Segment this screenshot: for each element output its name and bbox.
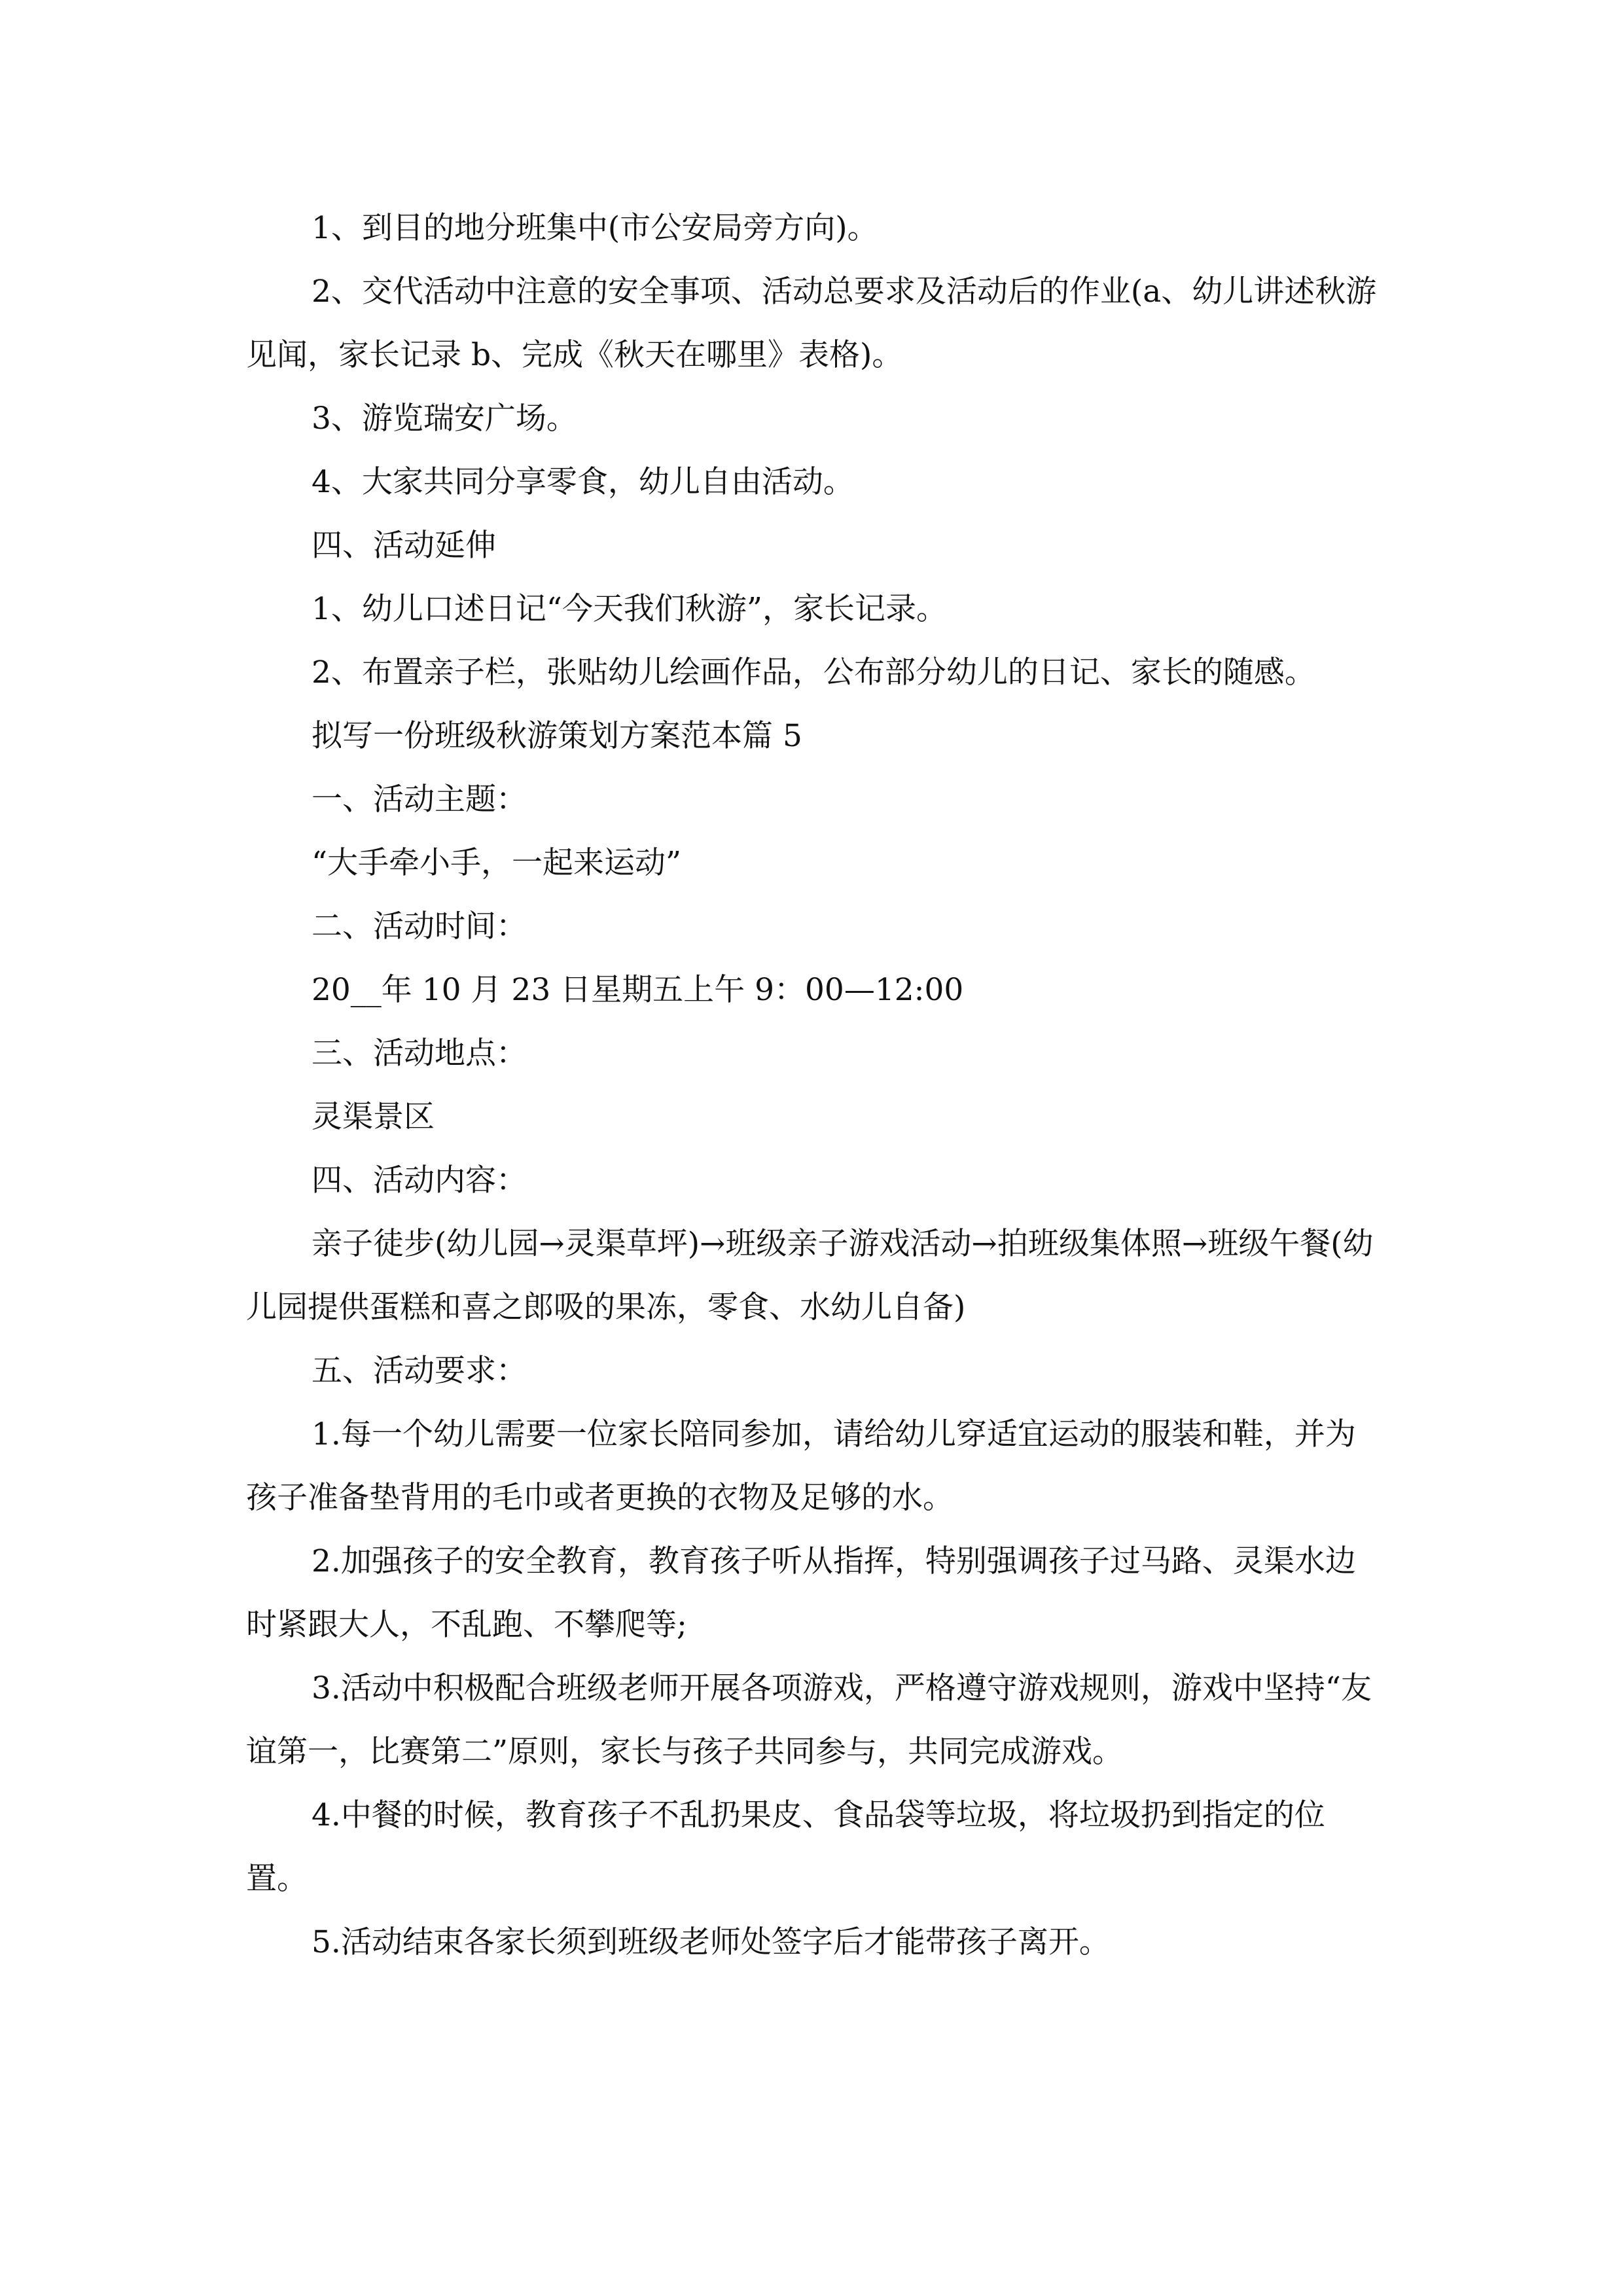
section-heading: 二、活动时间： [312,908,527,944]
paragraph: 1.每一个幼儿需要一位家长陪同参加，请给幼儿穿适宜运动的服装和鞋，并为孩子准备垫背用的毛巾或者更换的衣物及足够的水。 [246,1416,1356,1516]
paragraph: 1、到目的地分班集中(市公安局旁方向)。 [312,210,878,246]
section-heading: 五、活动要求： [312,1353,527,1389]
article-title: 拟写一份班级秋游策划方案范本篇 5 [312,718,802,754]
section-heading: 三、活动地点： [312,1035,527,1071]
paragraph: 2.加强孩子的安全教育，教育孩子听从指挥，特别强调孩子过马路、灵渠水边时紧跟大人，不乱跑、不攀爬等; [246,1543,1356,1643]
paragraph: 2、布置亲子栏，张贴幼儿绘画作品，公布部分幼儿的日记、家长的随感。 [312,655,1315,691]
paragraph: 亲子徒步(幼儿园→灵渠草坪)→班级亲子游戏活动→拍班级集体照→班级午餐(幼儿园提供蛋糕和喜之郎吸的果冻，零食、水幼儿自备) [246,1226,1374,1325]
paragraph: 1、幼儿口述日记“今天我们秋游”，家长记录。 [312,591,947,627]
document-body [246,196,1385,1974]
section-heading: 一、活动主题： [312,781,527,817]
paragraph: 4、大家共同分享零食，幼儿自由活动。 [312,464,854,500]
paragraph: “大手牵小手，一起来运动” [312,845,682,881]
paragraph: 4.中餐的时候，教育孩子不乱扔果皮、食品袋等垃圾，将垃圾扔到指定的位置。 [246,1797,1325,1897]
paragraph: 3.活动中积极配合班级老师开展各项游戏，严格遵守游戏规则，游戏中坚持“友谊第一，比赛第二”原则，家长与孩子共同参与，共同完成游戏。 [246,1670,1372,1770]
section-heading: 四、活动内容： [312,1162,527,1198]
paragraph: 20__年 10 月 23 日星期五上午 9：00—12:00 [312,972,964,1008]
paragraph: 灵渠景区 [312,1099,435,1135]
paragraph: 5.活动结束各家长须到班级老师处签字后才能带孩子离开。 [312,1924,1110,1960]
paragraph: 2、交代活动中注意的安全事项、活动总要求及活动后的作业(a、幼儿讲述秋游见闻，家长记录 b、完成《秋天在哪里》表格)。 [246,274,1377,373]
paragraph: 3、游览瑞安广场。 [312,401,577,437]
section-heading: 四、活动延伸 [312,528,496,564]
